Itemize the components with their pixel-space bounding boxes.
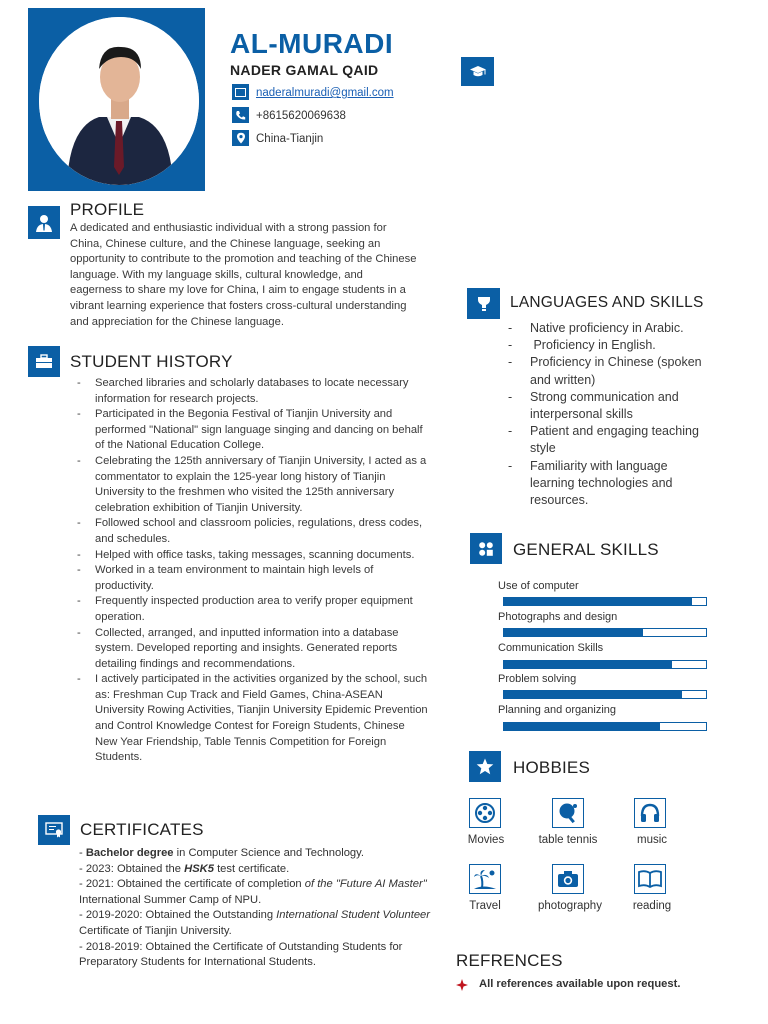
lightbulb-icon (467, 288, 500, 319)
profile-photo (39, 17, 199, 185)
list-item: - Searched libraries and scholarly databases to locate necessary information for research projects. (75, 376, 430, 407)
camera-icon (552, 864, 584, 894)
skill-label: Problem solving (498, 673, 577, 685)
list-item: - Proficiency in English. (506, 337, 706, 354)
hobby-label: reading (632, 900, 672, 912)
hobbies-title: HOBBIES (513, 758, 590, 777)
palm-tree-icon (469, 864, 501, 894)
student-history-list (75, 376, 430, 766)
profile-icon (28, 206, 60, 239)
languages-title: LANGUAGES AND SKILLS (510, 294, 704, 311)
references-title: REFRENCES (456, 951, 563, 970)
certificate-icon (38, 815, 70, 845)
list-item: - Proficiency in Chinese (spoken and written) (506, 354, 706, 388)
list-item: - Frequently inspected production area to verify proper equipment operation. (75, 594, 430, 625)
list-item: - Participated in the Begonia Festival of Tianjin University and performed "National" sign language singing and dancing on behalf of the National Education College. (75, 407, 430, 454)
skill-bar (503, 597, 707, 606)
list-item: - Collected, arranged, and inputted information into a database system. Developed reporting and insights. Generated reports detailing findings and recommendations. (75, 626, 430, 673)
star-icon (469, 751, 501, 782)
profile-title: PROFILE (70, 200, 145, 219)
skill-bar (503, 722, 707, 731)
skill-label: Communication Skills (498, 642, 604, 654)
hobby-label: Movies (467, 834, 505, 846)
list-item: - Worked in a team environment to maintain high levels of productivity. (75, 563, 430, 594)
phone-number: +8615620069638 (256, 110, 346, 122)
location-icon (232, 130, 249, 146)
skill-label: Use of computer (498, 580, 579, 592)
location-text: China-Tianjin (256, 133, 324, 145)
email-link[interactable]: naderalmuradi@gmail.com (256, 87, 394, 99)
student-history-title: STUDENT HISTORY (70, 352, 233, 371)
skill-bar (503, 628, 707, 637)
photo-frame (28, 8, 205, 191)
certificates-title: CERTIFICATES (80, 820, 204, 839)
headphones-icon (634, 798, 666, 828)
list-item: - I actively participated in the activities organized by the school, such as: Freshman Cup Track and Field Games, China-ASEAN University Rowing Activities, Tianjin University Epidemic Prevention and Control Knowledge Contest for Foreign Students, Chinese New Year Friendship, Table Tennis Competition for Foreign Students. (75, 672, 430, 766)
skill-bar (503, 660, 707, 669)
languages-list (506, 320, 706, 509)
list-item: - Celebrating the 125th anniversary of Tianjin University, I acted as a commentator to explain the 125-year long history of Tianjin University to the freshmen who visited the 125th anniversary celebration exhibition of Tianjin University. (75, 454, 430, 516)
skill-bar-fill (504, 629, 643, 636)
diamond-bullet-icon (456, 978, 468, 990)
hobby-label: Travel (469, 900, 501, 912)
skill-bar-fill (504, 598, 692, 605)
skill-label: Planning and organizing (498, 704, 617, 716)
surname: AL-MURADI (230, 28, 394, 59)
phone-icon (232, 107, 249, 123)
skill-label: Photographs and design (498, 611, 618, 623)
list-item: - Strong communication and interpersonal skills (506, 389, 706, 423)
list-item: - Native proficiency in Arabic. (506, 320, 706, 337)
ping-pong-icon (552, 798, 584, 828)
graduation-cap-icon (461, 57, 494, 86)
profile-text: A dedicated and enthusiastic individual with a strong passion for China, Chinese culture, and the Chinese language, seeking an opportunity to contribute to the promotion and teaching of the Chinese language. With my language skills, cultural knowledge, and eagerness to share my love for China, I aim to engage students in a vibrant learning experience that fosters cross-cultural understanding and appreciation for the Chinese language. (70, 222, 417, 328)
general-skills-title: GENERAL SKILLS (513, 540, 659, 559)
email-icon (232, 84, 249, 100)
briefcase-icon (28, 346, 60, 377)
list-item: - Followed school and classroom policies, regulations, dress codes, and schedules. (75, 516, 430, 547)
hobby-label: music (636, 834, 668, 846)
apps-icon (470, 533, 502, 564)
degree-label: Bachelor degree (85, 847, 174, 859)
skill-bar (503, 690, 707, 699)
book-icon (634, 864, 666, 894)
skill-bar-fill (504, 661, 672, 668)
full-name: NADER GAMAL QAID (230, 62, 379, 78)
hobby-label: photography (538, 900, 602, 912)
skill-bar-fill (504, 691, 682, 698)
certificates-text: - Bachelor degree in Computer Science and Technology. - 2023: Obtained the HSK5 test certificate. - 2021: Obtained the certificate of completion of the "Future AI Master" International Summer Camp of NPU. - 2019-2020: Obtained the Outstanding International Student Volunteer Certificate of Tianjin University. - 2018-2019: Obtained the Certificate of Outstanding Students for Preparatory Students for International Students. (79, 847, 431, 969)
hobby-label: table tennis (538, 834, 598, 846)
references-text: All references available upon request. (479, 978, 681, 990)
skill-bar-fill (504, 723, 660, 730)
list-item: - Helped with office tasks, taking messages, scanning documents. (75, 548, 430, 564)
list-item: - Patient and engaging teaching style (506, 423, 706, 457)
film-reel-icon (469, 798, 501, 828)
list-item: - Familiarity with language learning technologies and resources. (506, 458, 706, 510)
